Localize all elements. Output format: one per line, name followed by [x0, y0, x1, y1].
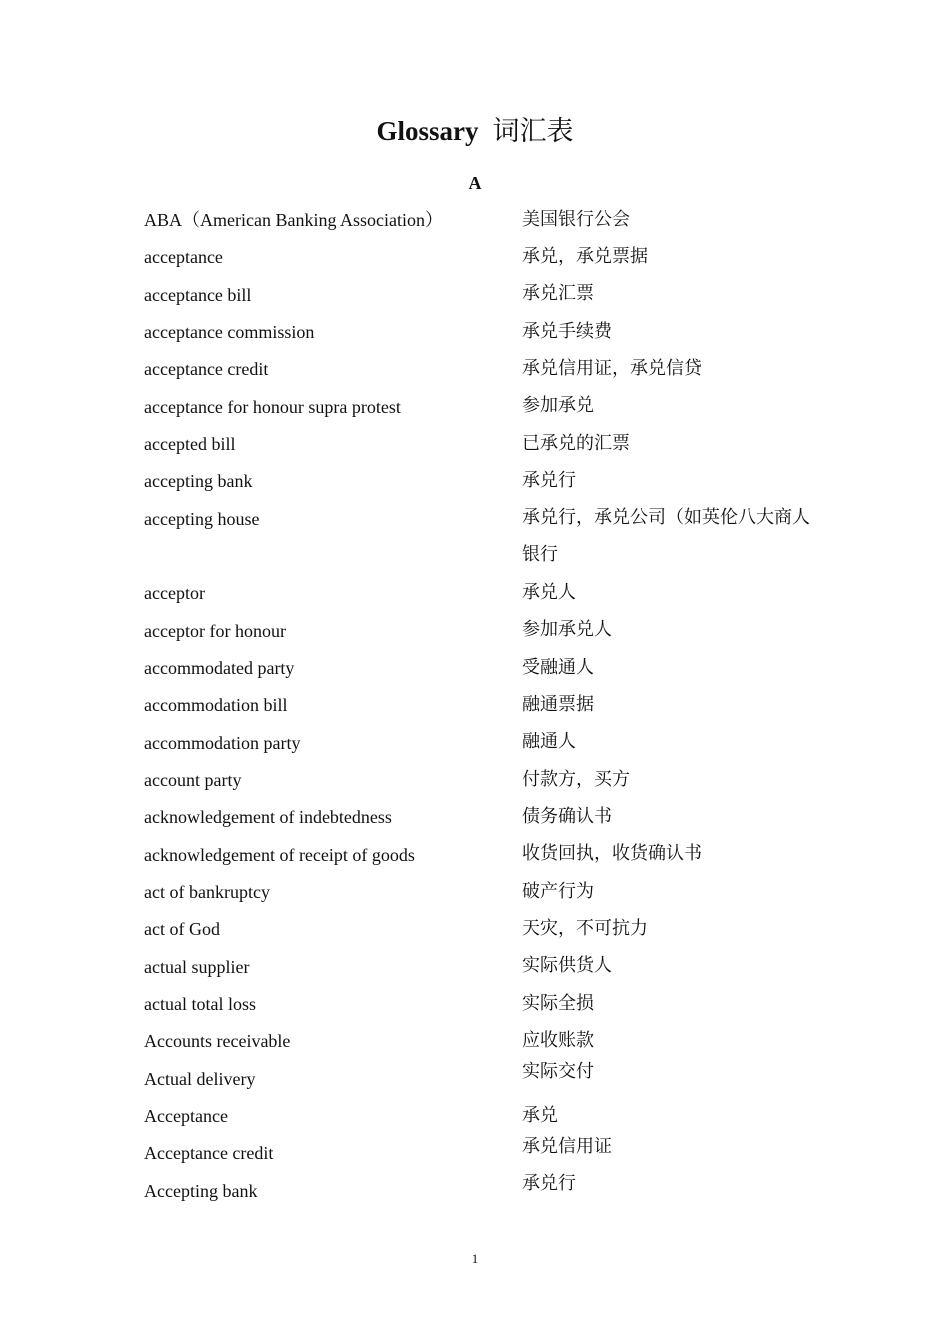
entry-term: accommodation party: [144, 733, 301, 753]
entry-definition: 承兑信用证，承兑信贷: [522, 358, 702, 379]
entry-term: Acceptance: [144, 1106, 228, 1126]
entry-term: act of God: [144, 919, 220, 939]
entry-term: accepting bank: [144, 471, 253, 491]
entry-term: accommodated party: [144, 658, 295, 678]
entry-term: acknowledgement of indebtedness: [144, 807, 392, 827]
section-letter: A: [468, 173, 482, 193]
entry-definition: 承兑信用证: [522, 1136, 612, 1157]
entry-term: Accounts receivable: [144, 1031, 291, 1051]
entry-term: account party: [144, 770, 242, 790]
entry-term: accepting house: [144, 509, 260, 529]
entry-term: actual supplier: [144, 957, 250, 977]
entry-term: Accepting bank: [144, 1181, 258, 1201]
title-chinese: 词汇表: [492, 116, 574, 147]
entry-term: ABA（American Banking Association）: [144, 210, 443, 230]
entry-definition: 承兑: [522, 1105, 558, 1126]
page-number: 1: [471, 1251, 479, 1266]
entry-definition: 参加承兑人: [522, 619, 612, 640]
entry-term: acceptance commission: [144, 322, 315, 342]
entry-term: Acceptance credit: [144, 1143, 274, 1163]
entry-term: acknowledgement of receipt of goods: [144, 845, 415, 865]
entry-definition: 天灾，不可抗力: [522, 918, 648, 939]
entry-term: acceptance for honour supra protest: [144, 397, 401, 417]
entry-definition: 债务确认书: [522, 806, 612, 827]
entry-term: act of bankruptcy: [144, 882, 270, 902]
entry-term: acceptance bill: [144, 285, 252, 305]
entry-definition: 破产行为: [522, 881, 594, 902]
entry-definition: 承兑行: [522, 470, 576, 491]
entry-definition: 应收账款: [522, 1030, 594, 1051]
entry-term: acceptor: [144, 583, 205, 603]
entry-definition: 承兑汇票: [522, 283, 594, 304]
entry-definition: 已承兑的汇票: [522, 433, 630, 454]
entry-definition: 付款方，买方: [522, 769, 630, 790]
entry-definition: 融通人: [522, 731, 576, 752]
entry-term: accommodation bill: [144, 695, 288, 715]
entry-term: acceptor for honour: [144, 621, 286, 641]
entry-definition: 收货回执，收货确认书: [522, 843, 702, 864]
entry-term: actual total loss: [144, 994, 256, 1014]
entry-definition: 美国银行公会: [522, 209, 630, 230]
entry-definition: 融通票据: [522, 694, 594, 715]
entry-definition: 实际供货人: [522, 955, 612, 976]
entry-term: accepted bill: [144, 434, 236, 454]
entry-definition: 承兑行，承兑公司（如英伦八大商人银行: [522, 507, 810, 565]
entry-definition: 实际全损: [522, 993, 594, 1014]
entry-definition: 受融通人: [522, 657, 594, 678]
title-english: Glossary: [376, 116, 479, 146]
entry-definition: 承兑人: [522, 582, 576, 603]
entry-term: acceptance credit: [144, 359, 269, 379]
entry-definition: 承兑行: [522, 1173, 576, 1194]
entry-term: acceptance: [144, 247, 223, 267]
entry-definition: 承兑手续费: [522, 321, 612, 342]
entry-definition: 实际交付: [522, 1061, 594, 1082]
entry-definition: 承兑，承兑票据: [522, 246, 648, 267]
entry-term: Actual delivery: [144, 1069, 256, 1089]
entry-definition: 参加承兑: [522, 395, 594, 416]
